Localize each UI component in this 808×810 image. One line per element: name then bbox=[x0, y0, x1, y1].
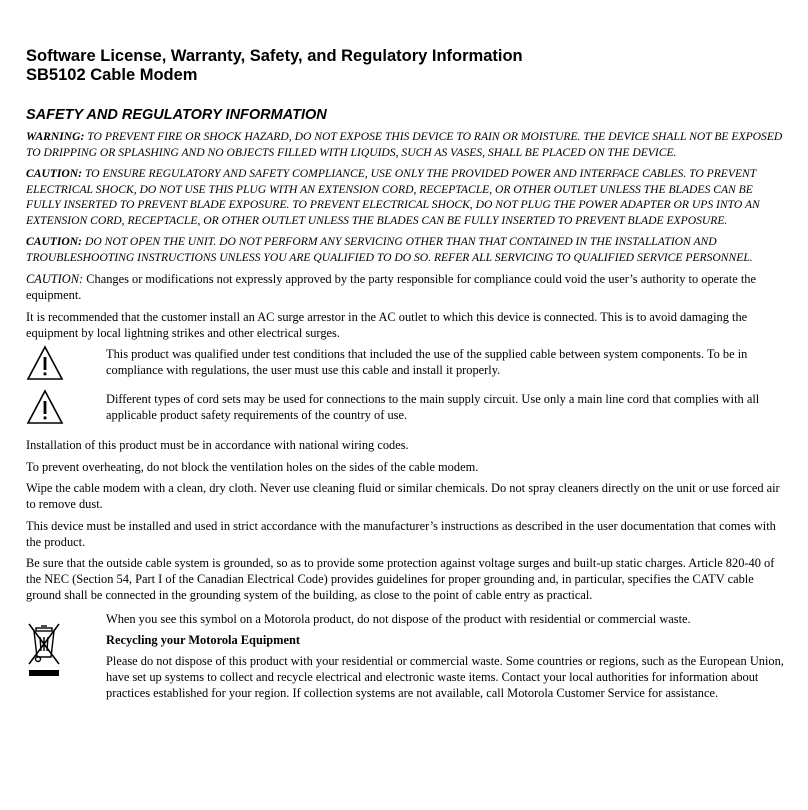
cord-sets-row bbox=[26, 391, 786, 437]
recycling-block bbox=[26, 611, 786, 701]
document-page bbox=[26, 47, 786, 701]
title-line-1: Software License, Warranty, Safety, and Regulatory Information bbox=[26, 47, 523, 65]
caution-text-3: Changes or modifications not expressly approved by the party responsible for compliance could void the user’s authority to operate the equipment. bbox=[26, 272, 756, 302]
caution-label-1: CAUTION: bbox=[26, 167, 83, 180]
caution-text-1: TO ENSURE REGULATORY AND SAFETY COMPLIANCE, USE ONLY THE PROVIDED POWER AND INTERFACE CABLES. TO PREVENT ELECTRICAL SHOCK, DO NOT USE THIS PLUG WITH AN EXTENSION CORD, RECEPTACLE, OR OTHER OUTLET UNLESS THE BLADES CAN BE FULLY INSERTED TO PREVENT BLADE EXPOSURE. TO PREVENT ELECTRICAL SHOCK, DO NOT PLUG THE POWER ADAPTER OR UPS INTO AN EXTENSION CORD, RECEPTACLE, OR OTHER OUTLET UNLESS THE BLADES CAN BE FULLY INSERTED TO PREVENT BLADE EXPOSURE. bbox=[26, 167, 760, 227]
warning-text: TO PREVENT FIRE OR SHOCK HAZARD, DO NOT EXPOSE THIS DEVICE TO RAIN OR MOISTURE. THE DEVICE SHALL NOT BE EXPOSED TO DRIPPING OR SPLASHING AND NO OBJECTS FILLED WITH LIQUIDS, SUCH AS VASES, SHALL BE PLACED ON THE DEVICE. bbox=[26, 130, 783, 159]
ground-paragraph: Be sure that the outside cable system is grounded, so as to provide some protection against voltage surges and built-up static charges. Article 820-40 of the NEC (Section 54, Part I of the Canadian Electrical Code) provides guidelines for proper grounding and, in particular, specifies the CATV cable ground shall be connected in the grounding system of the building, as close to the point of cable entry as practical. bbox=[26, 556, 775, 602]
cable-test-text: This product was qualified under test conditions that included the use of the supplied cable between system components. To be in compliance with regulations, the user must use this cable and install it properly. bbox=[106, 347, 748, 377]
wiring-paragraph: Installation of this product must be in accordance with national wiring codes. bbox=[26, 438, 409, 452]
symbol-note: When you see this symbol on a Motorola product, do not dispose of the product with residential or commercial waste. bbox=[106, 612, 691, 626]
caution-label-3: CAUTION: bbox=[26, 272, 84, 286]
caution-paragraph-1 bbox=[26, 166, 786, 228]
overheat-paragraph: To prevent overheating, do not block the ventilation holes on the sides of the cable modem. bbox=[26, 459, 479, 474]
caution-label-2: CAUTION: bbox=[26, 235, 83, 248]
cord-sets-text: Different types of cord sets may be used for connections to the main supply circuit. Use only a main line cord that complies with all applicable product safety requirements of the country of use. bbox=[106, 392, 760, 422]
warning-triangle-icon bbox=[26, 345, 64, 386]
surge-paragraph: It is recommended that the customer install an AC surge arrestor in the AC outlet to which this device is connected. This is to avoid damaging the equipment by local lightning strikes and other electrical surges. bbox=[26, 309, 748, 340]
cable-test-row bbox=[26, 346, 786, 382]
section-heading: SAFETY AND REGULATORY INFORMATION bbox=[26, 107, 327, 123]
wipe-paragraph: Wipe the cable modem with a clean, dry cloth. Never use cleaning fluid or similar chemicals. Do not spray cleaners directly on the unit or use forced air to remove dust. bbox=[26, 481, 780, 511]
caution-paragraph-2 bbox=[26, 234, 786, 265]
warning-paragraph bbox=[26, 129, 786, 160]
title-line-2: SB5102 Cable Modem bbox=[26, 66, 198, 84]
warning-label: WARNING: bbox=[26, 130, 85, 143]
recycling-heading: Recycling your Motorola Equipment bbox=[106, 633, 301, 647]
warning-triangle-icon bbox=[26, 389, 64, 430]
recycling-text: Please do not dispose of this product with your residential or commercial waste. Some countries or regions, such as the European Union, have set up systems to collect and recycle electrical and electronic waste items. Contact your local authorities for information about practices established for your region. If collection systems are not available, call Motorola Customer Service for assistance. bbox=[106, 654, 784, 700]
caution-text-2: DO NOT OPEN THE UNIT. DO NOT PERFORM ANY SERVICING OTHER THAN THAT CONTAINED IN THE INSTALLATION AND TROUBLESHOOTING INSTRUCTIONS UNLESS YOU ARE QUALIFIED TO DO SO. REFER ALL SERVICING TO QUALIFIED SERVICE PERSONNEL. bbox=[26, 235, 753, 264]
crossed-out-wheelie-bin-icon bbox=[26, 621, 62, 686]
page-title bbox=[26, 47, 786, 85]
install-paragraph: This device must be installed and used in strict accordance with the manufacturer’s instructions as described in the user documentation that comes with the product. bbox=[26, 518, 776, 549]
caution-paragraph-3 bbox=[26, 271, 786, 303]
